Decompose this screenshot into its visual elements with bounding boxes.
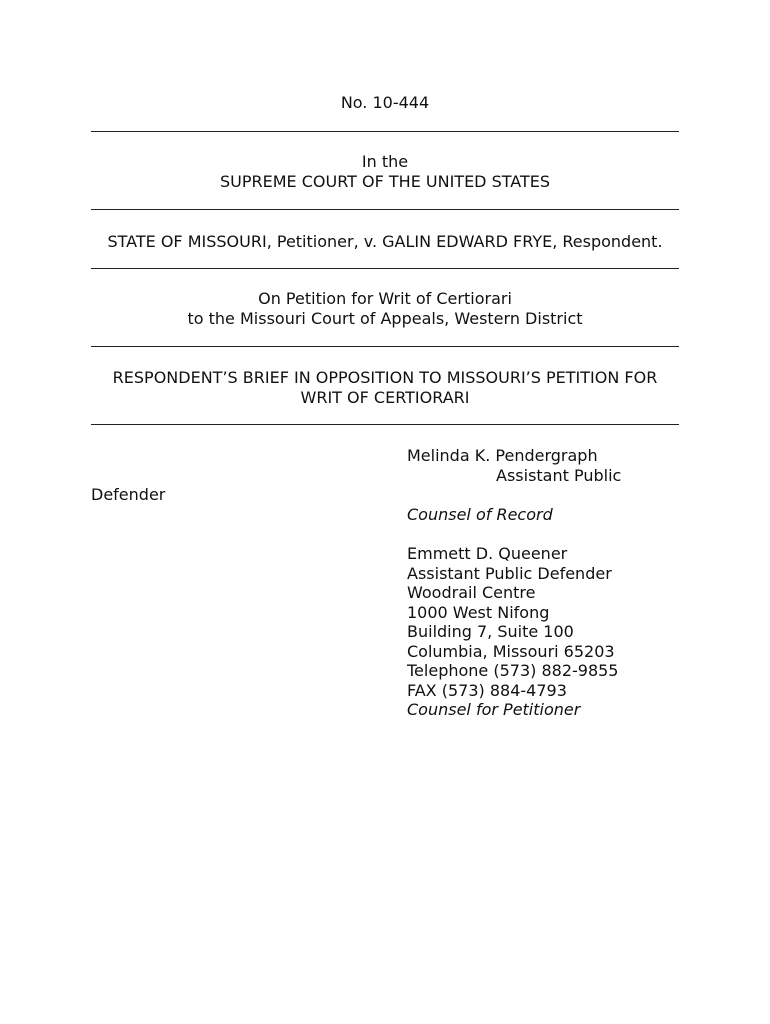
case-parties: STATE OF MISSOURI, Petitioner, v. GALIN EDWARD FRYE, Respondent. bbox=[107, 232, 663, 251]
divider-rule bbox=[91, 131, 679, 132]
court-heading-line1: In the bbox=[361, 152, 409, 171]
counsel-of-record-name: Melinda K. Pendergraph bbox=[407, 446, 598, 465]
divider-rule bbox=[91, 268, 679, 269]
brief-title-line2: WRIT OF CERTIORARI bbox=[300, 387, 470, 407]
divider-rule bbox=[91, 346, 679, 347]
case-number: No. 10-444 bbox=[340, 93, 430, 112]
fax: FAX (573) 884-4793 bbox=[407, 680, 567, 700]
petition-line2: to the Missouri Court of Appeals, Western District bbox=[187, 308, 583, 328]
divider-rule bbox=[91, 424, 679, 425]
counsel-of-record-title-part1: Assistant Public bbox=[496, 466, 622, 485]
petition-heading bbox=[91, 289, 679, 328]
petition-line1: On Petition for Writ of Certiorari bbox=[258, 289, 512, 308]
address-line: 1000 West Nifong bbox=[407, 602, 550, 622]
court-heading bbox=[91, 152, 679, 191]
counsel-role: Counsel for Petitioner bbox=[407, 700, 581, 719]
address-line: Building 7, Suite 100 bbox=[407, 622, 574, 641]
divider-rule bbox=[91, 209, 679, 210]
telephone: Telephone (573) 882-9855 bbox=[407, 661, 619, 680]
address-line: Woodrail Centre bbox=[407, 583, 536, 602]
address-line: Columbia, Missouri 65203 bbox=[407, 641, 615, 661]
brief-title-line1: RESPONDENT’S BRIEF IN OPPOSITION TO MISSOURI’S PETITION FOR bbox=[112, 368, 658, 387]
counsel-block bbox=[407, 544, 618, 720]
counsel-of-record-role: Counsel of Record bbox=[407, 505, 553, 524]
brief-title bbox=[91, 368, 679, 407]
counsel-title: Assistant Public Defender bbox=[407, 563, 612, 583]
court-heading-line2: SUPREME COURT OF THE UNITED STATES bbox=[219, 171, 551, 191]
counsel-of-record-title-part2: Defender bbox=[91, 485, 166, 504]
counsel-name: Emmett D. Queener bbox=[407, 544, 568, 563]
